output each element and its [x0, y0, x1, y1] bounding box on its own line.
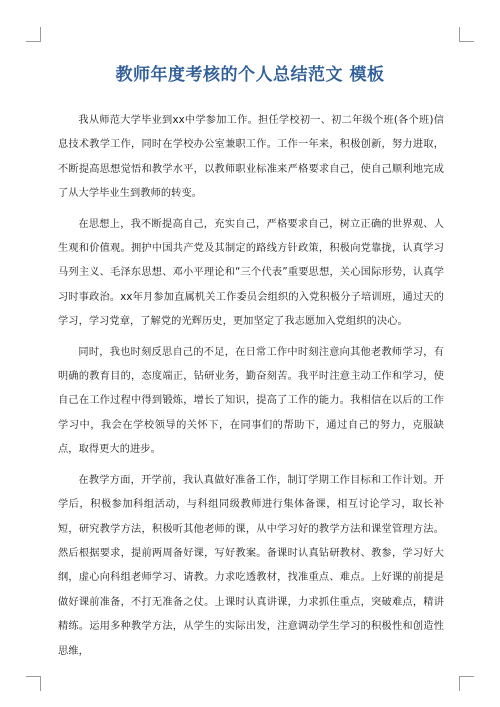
- document-title: 教师年度考核的个人总结范文 模板: [115, 65, 385, 85]
- page-corner-mark-bottom-right: [459, 676, 474, 691]
- paragraph-self-reflection: 同时，我也时刻反思自己的不足，在日常工作中时刻注意向其他老教师学习，有明确的教育目的，态度端正，钻研业务，勤奋刻苦。我平时注意主动工作和学习，使自己在工作过程中得到锻炼，增长了知识，提高了工作的能力。我相信在以后的工作学习中，我会在学校领导的关怀下，在同事们的帮助下，通过自己的努力，克服缺点，取得更大的进步。: [58, 346, 444, 456]
- document-body: [58, 109, 444, 670]
- paragraph-ideology: 在思想上，我不断提高自己，充实自己，严格要求自己，树立正确的世界观、人生观和价值观。拥护中国共产党及其制定的路线方针政策，积极向党靠拢，认真学习马列主义、毛泽东思想、邓小平理论和“三个代表”重要思想，关心国际形势，认真学习时事政治。xx年月参加直属机关工作委员会组织的入党积极分子培训班，通过天的学习，学习党章，了解党的光辉历史，更加坚定了我志愿加入党组织的决心。: [58, 218, 444, 328]
- page-corner-mark-bottom-left: [26, 676, 41, 691]
- page-corner-mark-top-left: [26, 27, 41, 42]
- page-corner-mark-top-right: [459, 27, 474, 42]
- paragraph-background: 我从师范大学毕业到xx中学参加工作。担任学校初一、初二年级个班(各个班)信息技术教学工作，同时在学校办公室兼职工作。工作一年来，积极创新，努力进取，不断提高思想觉悟和教学水平，以教师职业标准来严格要求自己，使自己顺利地完成了从大学毕业生到教师的转变。: [58, 115, 444, 200]
- paragraph-teaching: 在教学方面，开学前，我认真做好准备工作，制订学期工作目标和工作计划。开学后，积极参加科组活动，与科组同级教师进行集体备课，相互讨论学习，取长补短，研究教学方法，积极听其他老师的课，从中学习好的教学方法和课堂管理方法。然后根据要求，提前两周备好课，写好教案。备课时认真钻研教材、教参，学习好大纲，虚心向科组老师学习、请教。力求吃透教材，找准重点、难点。上好课的前提是做好课前准备，不打无准备之仗。上课时认真讲课，力求抓住重点，突破难点，精讲精练。运用多种教学方法，从学生的实际出发，注意调动学生学习的积极性和创造性思维，: [58, 474, 444, 657]
